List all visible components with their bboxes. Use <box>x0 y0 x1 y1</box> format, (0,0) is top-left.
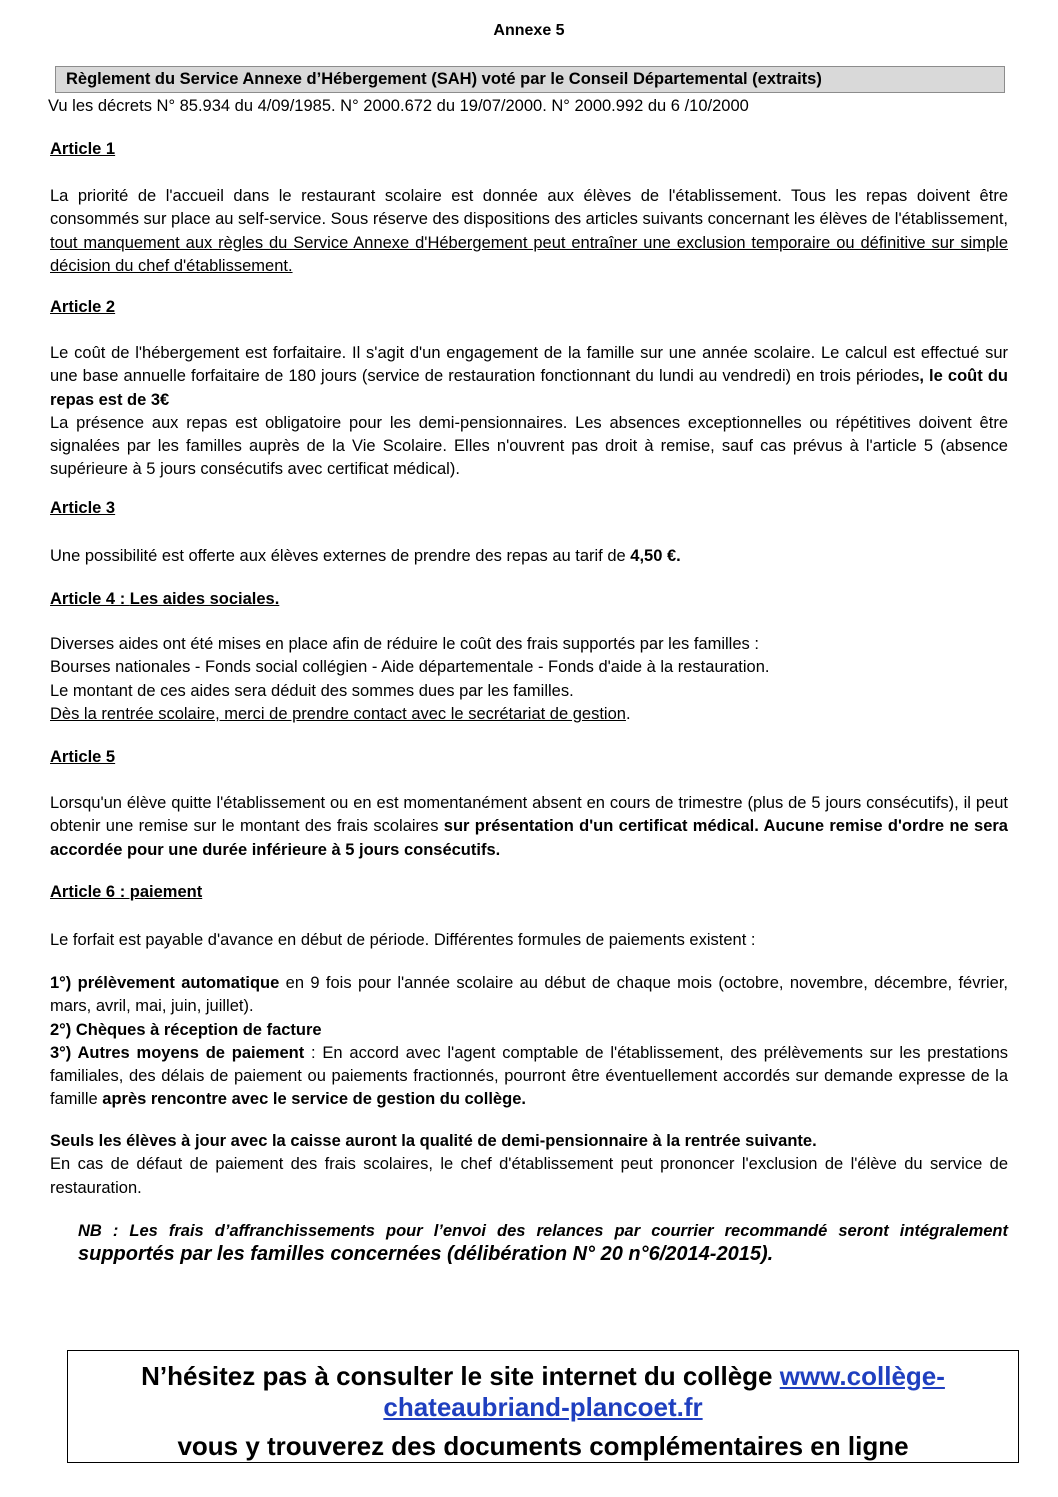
website-documents-line: vous y trouverez des documents complémentaires en ligne <box>177 1431 909 1461</box>
article-3-price: 4,50 €. <box>630 547 681 565</box>
article-5-bold: sur présentation d'un certificat médical. Aucune remise d'ordre ne sera accordée pour une durée inférieure à 5 jours consécutifs. <box>50 817 1008 859</box>
article-5-body: Lorsqu'un élève quitte l'établissement ou en est momentanément absent en cours de trimestre (plus de 5 jours consécutifs), il peut obtenir une remise sur le montant des frais scolaires <box>50 794 1008 836</box>
website-invite: N’hésitez pas à consulter le site internet du collège <box>141 1361 780 1391</box>
article-4-heading <box>50 590 279 609</box>
article-4-line-2: Bourses nationales - Fonds social collégien - Aide départementale - Fonds d'aide à la restauration. <box>50 658 770 677</box>
option-1-title: 1°) prélèvement automatique <box>50 974 286 992</box>
article-5-heading: Article 5 <box>50 748 116 766</box>
article-2-text <box>50 342 1008 482</box>
article-6-heading: Article 6 : paiement <box>50 883 203 901</box>
website-box <box>67 1350 1019 1463</box>
option-3-title: 3°) Autres moyens de paiement <box>50 1043 305 1062</box>
article-2-body: Le coût de l'hébergement est forfaitaire. Il s'agit d'un engagement de la famille sur une année scolaire. Le calcul est effectué sur une base annuelle forfaitaire de 180 jours (service de restauration fonctionnant du lundi au vendredi) en trois périodes <box>50 344 1008 386</box>
article-6-intro: Le forfait est payable d'avance en début de période. Différentes formules de paiements existent : <box>50 931 756 949</box>
article-2-heading: Article 2 <box>50 298 116 316</box>
article-1-underlined: tout manquement aux règles du Service Annexe d'Hébergement peut entraîner une exclusion temporaire ou définitive sur simple décision du chef d'établissement. <box>50 233 1008 275</box>
nb-note <box>78 1220 1008 1267</box>
article-2-meal-cost: , le coût du repas est de 3€ <box>50 367 1008 409</box>
article-3-text <box>50 545 1008 568</box>
option-3-text: : En accord avec l'agent comptable de l'établissement, des prélèvements sur les prestations familiales, des délais de paiement ou paiements fractionnés, pourront être éventuellement accordés sur demande expresse de la famille <box>50 1043 1008 1109</box>
article-4-line-3: Le montant de ces aides sera déduit des sommes dues par les familles. <box>50 681 574 700</box>
article-4-number: Article 4 : <box>50 590 130 608</box>
article-5-text <box>50 792 1008 862</box>
article-4-line-4: Dès la rentrée scolaire, merci de prendre contact avec le secrétariat de gestion <box>50 704 626 723</box>
article-4-text <box>50 633 1008 726</box>
article-3-heading: Article 3 <box>50 499 116 517</box>
article-6-closing <box>50 1130 1008 1200</box>
article-4-title: Les aides sociales. <box>129 590 280 608</box>
regulation-title: Règlement du Service Annexe d’Hébergement (SAH) voté par le Conseil Départemental (extraits) <box>55 66 1005 93</box>
article-3-body: Une possibilité est offerte aux élèves externes de prendre des repas au tarif de <box>50 547 631 565</box>
article-4-line-1: Diverses aides ont été mises en place afin de réduire le coût des frais supportés par les familles : <box>50 635 759 653</box>
nb-part-1: NB : Les frais d’affranchissements pour l’envoi des relances par courrier recommandé seront intégralement <box>78 1222 1008 1240</box>
annexe-label: Annexe 5 <box>493 22 565 39</box>
article-1-text <box>50 185 1008 278</box>
article-4-period: . <box>625 704 631 723</box>
article-1-heading: Article 1 <box>50 140 116 158</box>
article-2-presence: La présence aux repas est obligatoire pour les demi-pensionnaires. Les absences exceptionnelles ou répétitives doivent être signalées par les familles auprès de la Vie Scolaire. Elles n'ouvrent pas droit à remise, sauf cas prévus à l'article 5 (absence supérieure à 5 jours consécutifs avec certificat médical). <box>50 413 1008 479</box>
article-1-body: La priorité de l'accueil dans le restaurant scolaire est donnée aux élèves de l'établissement. Tous les repas doivent être consommés sur place au self-service. Sous réserve des dispositions des articles suivants concernant les élèves de l'établissement, <box>50 187 1008 229</box>
option-2-title: 2°) Chèques à réception de facture <box>50 1020 322 1039</box>
decrees-line: Vu les décrets N° 85.934 du 4/09/1985. N° 2000.672 du 19/07/2000. N° 2000.992 du 6 /10/2000 <box>48 97 749 115</box>
nb-part-2: supportés par les familles concernées (délibération N° 20 n°6/2014-2015). <box>78 1243 774 1265</box>
college-website-link[interactable]: www.collège-chateaubriand-plancoet.fr <box>383 1361 945 1422</box>
up-to-date-notice: Seuls les élèves à jour avec la caisse auront la qualité de demi-pensionnaire à la rentrée suivante. <box>50 1132 817 1150</box>
article-6-options <box>50 972 1008 1112</box>
option-3-bold: après rencontre avec le service de gestion du collège. <box>102 1090 526 1109</box>
default-payment-notice: En cas de défaut de paiement des frais scolaires, le chef d'établissement peut prononcer l'exclusion de l'élève du service de restauration. <box>50 1155 1008 1197</box>
option-1-text: en 9 fois pour l'année scolaire au début de chaque mois (octobre, novembre, décembre, février, mars, avril, mai, juin, juillet). <box>50 974 1008 1016</box>
